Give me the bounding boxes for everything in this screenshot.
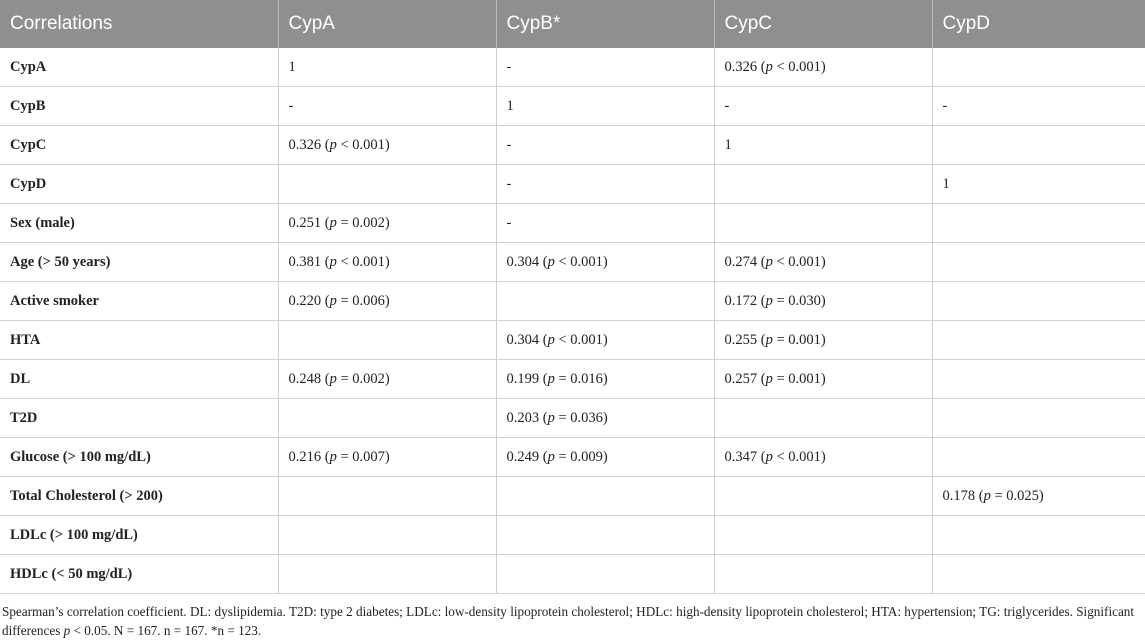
correlation-cell: -	[496, 165, 714, 204]
correlation-cell	[496, 282, 714, 321]
row-label-cell: Total Cholesterol (> 200)	[0, 477, 278, 516]
table-row	[0, 48, 1145, 87]
correlation-cell	[714, 399, 932, 438]
correlation-cell: 0.249 (p = 0.009)	[496, 438, 714, 477]
correlation-cell	[278, 399, 496, 438]
row-label-cell: Age (> 50 years)	[0, 243, 278, 282]
correlation-cell	[932, 360, 1145, 399]
correlation-cell: 1	[932, 165, 1145, 204]
correlation-cell: 0.199 (p = 0.016)	[496, 360, 714, 399]
correlation-cell: -	[496, 48, 714, 87]
table-row	[0, 360, 1145, 399]
table-row	[0, 165, 1145, 204]
correlation-cell: 0.381 (p < 0.001)	[278, 243, 496, 282]
correlation-cell	[932, 282, 1145, 321]
correlation-cell: -	[278, 87, 496, 126]
correlation-cell: 0.304 (p < 0.001)	[496, 321, 714, 360]
correlation-cell: 0.255 (p = 0.001)	[714, 321, 932, 360]
header-cypb: CypB*	[496, 0, 714, 48]
header-cypa: CypA	[278, 0, 496, 48]
correlation-cell	[932, 321, 1145, 360]
correlation-cell: 1	[714, 126, 932, 165]
correlation-cell: -	[496, 204, 714, 243]
row-label-cell: T2D	[0, 399, 278, 438]
correlation-cell	[496, 555, 714, 594]
correlation-cell: 0.251 (p = 0.002)	[278, 204, 496, 243]
correlation-cell	[278, 516, 496, 555]
row-label-cell: HDLc (< 50 mg/dL)	[0, 555, 278, 594]
correlation-cell: 0.248 (p = 0.002)	[278, 360, 496, 399]
correlation-cell: 0.304 (p < 0.001)	[496, 243, 714, 282]
table-row	[0, 282, 1145, 321]
correlation-cell: -	[496, 126, 714, 165]
table-body	[0, 48, 1145, 594]
correlation-cell	[714, 165, 932, 204]
table-row	[0, 555, 1145, 594]
correlation-cell	[932, 48, 1145, 87]
correlation-cell	[932, 126, 1145, 165]
row-label-cell: HTA	[0, 321, 278, 360]
table-row	[0, 243, 1145, 282]
table-row	[0, 321, 1145, 360]
table-row	[0, 204, 1145, 243]
correlation-cell	[714, 477, 932, 516]
correlation-cell	[932, 399, 1145, 438]
correlation-cell: -	[714, 87, 932, 126]
correlation-cell: 0.274 (p < 0.001)	[714, 243, 932, 282]
correlation-cell	[278, 477, 496, 516]
correlation-cell	[496, 477, 714, 516]
correlation-cell	[932, 204, 1145, 243]
table-row	[0, 399, 1145, 438]
header-correlations: Correlations	[0, 0, 278, 48]
correlation-cell	[278, 321, 496, 360]
table-header	[0, 0, 1145, 48]
correlation-cell: 0.347 (p < 0.001)	[714, 438, 932, 477]
correlation-cell	[714, 204, 932, 243]
correlation-cell: 0.326 (p < 0.001)	[714, 48, 932, 87]
correlation-cell: 0.326 (p < 0.001)	[278, 126, 496, 165]
correlation-cell	[932, 516, 1145, 555]
row-label-cell: CypC	[0, 126, 278, 165]
row-label-cell: Sex (male)	[0, 204, 278, 243]
correlation-cell	[932, 243, 1145, 282]
correlation-cell	[932, 438, 1145, 477]
correlation-cell: -	[932, 87, 1145, 126]
correlation-cell: 1	[278, 48, 496, 87]
correlation-cell	[932, 555, 1145, 594]
row-label-cell: DL	[0, 360, 278, 399]
correlation-cell: 0.257 (p = 0.001)	[714, 360, 932, 399]
correlation-cell: 0.216 (p = 0.007)	[278, 438, 496, 477]
correlation-cell: 1	[496, 87, 714, 126]
row-label-cell: CypB	[0, 87, 278, 126]
header-cypc: CypC	[714, 0, 932, 48]
correlation-cell	[714, 516, 932, 555]
correlation-cell	[714, 555, 932, 594]
correlation-cell: 0.203 (p = 0.036)	[496, 399, 714, 438]
table-row	[0, 87, 1145, 126]
table-row	[0, 438, 1145, 477]
correlation-cell	[496, 516, 714, 555]
header-row	[0, 0, 1145, 48]
table-footnote: Spearman’s correlation coefficient. DL: dyslipidemia. T2D: type 2 diabetes; LDLc: low-density lipoprotein cholesterol; HDLc: high-density lipoprotein cholesterol; HTA: hypertension; TG: triglycerides. Significant differences p < 0.05. N = 167. n = 167. *n = 123.	[2, 604, 1135, 638]
row-label-cell: Active smoker	[0, 282, 278, 321]
correlation-cell: 0.172 (p = 0.030)	[714, 282, 932, 321]
row-label-cell: LDLc (> 100 mg/dL)	[0, 516, 278, 555]
correlation-cell	[278, 165, 496, 204]
row-label-cell: Glucose (> 100 mg/dL)	[0, 438, 278, 477]
correlation-cell: 0.220 (p = 0.006)	[278, 282, 496, 321]
table-row	[0, 477, 1145, 516]
correlation-cell: 0.178 (p = 0.025)	[932, 477, 1145, 516]
table-row	[0, 516, 1145, 555]
correlation-cell	[278, 555, 496, 594]
row-label-cell: CypA	[0, 48, 278, 87]
table-row	[0, 126, 1145, 165]
header-cypd: CypD	[932, 0, 1145, 48]
row-label-cell: CypD	[0, 165, 278, 204]
